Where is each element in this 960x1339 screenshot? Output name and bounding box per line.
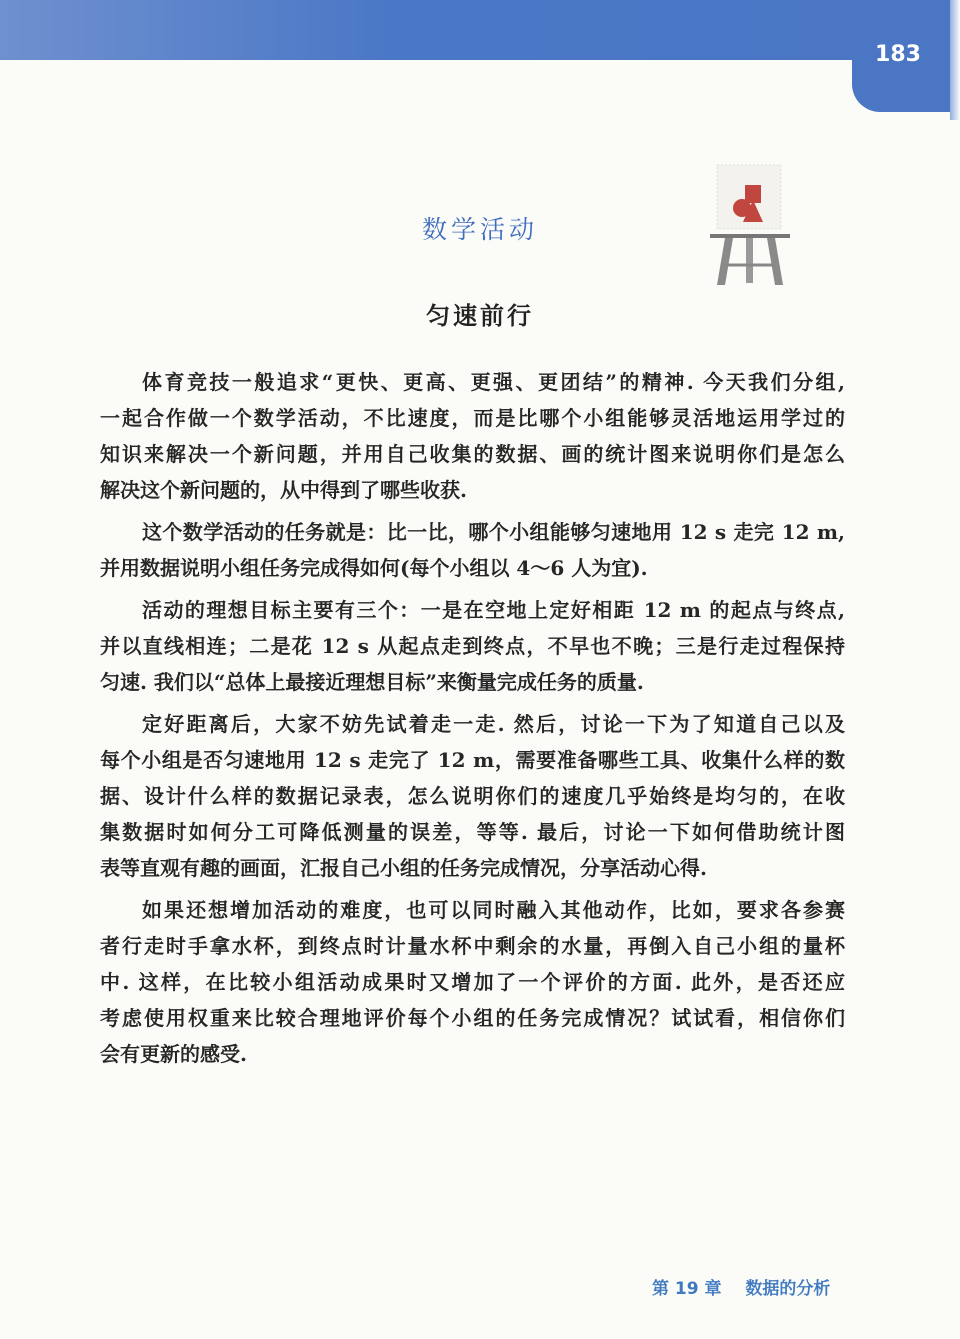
footer-chapter — [652, 1274, 848, 1299]
text-line: 解决这个新问题的，从中得到了哪些收获. — [100, 478, 467, 502]
header-band — [0, 0, 950, 60]
text-line: 据、设计什么样的数据记录表，怎么说明你们的速度几乎始终是均匀的，在收 — [100, 784, 845, 808]
text-line: 表等直观有趣的画面，汇报自己小组的任务完成情况，分享活动心得. — [100, 856, 707, 880]
text-line: 知识来解决一个新问题，并用自己收集的数据、画的统计图来说明你们是怎么 — [100, 442, 845, 466]
easel-icon — [705, 160, 795, 294]
text-line: 者行走时手拿水杯，到终点时计量水杯中剩余的水量，再倒入自己小组的量杯 — [100, 934, 845, 958]
chapter-number: 第 19 章 — [652, 1279, 722, 1299]
text-line: 活动的理想目标主要有三个：一是在空地上定好相距 12 m 的起点与终点, — [142, 598, 845, 622]
text-line: 一起合作做一个数学活动，不比速度，而是比哪个小组能够灵活地运用学过的 — [100, 406, 845, 430]
text-line: 集数据时如何分工可降低测量的误差，等等. 最后，讨论一下如何借助统计图 — [100, 820, 845, 844]
page-number: 183 — [875, 42, 921, 67]
text-line: 并用数据说明小组任务完成得如何(每个小组以 4～6 人为宜). — [100, 556, 648, 580]
text-line: 匀速. 我们以“总体上最接近理想目标”来衡量完成任务的质量. — [100, 670, 644, 694]
section-title: 数学活动 — [421, 215, 538, 244]
body-text — [100, 364, 845, 1078]
paragraph-2 — [100, 514, 845, 586]
paragraph-1 — [100, 364, 845, 508]
page-edge — [950, 0, 960, 120]
text-line: 每个小组是否匀速地用 12 s 走完了 12 m，需要准备哪些工具、收集什么样的数 — [100, 748, 845, 772]
text-line: 体育竞技一般追求“更快、更高、更强、更团结”的精神. 今天我们分组, — [142, 370, 845, 394]
paragraph-5 — [100, 892, 845, 1072]
text-line: 定好距离后，大家不妨先试着走一走. 然后，讨论一下为了知道自己以及 — [142, 712, 845, 736]
text-line: 如果还想增加活动的难度，也可以同时融入其他动作，比如，要求各参赛 — [142, 898, 845, 922]
activity-title: 匀速前行 — [426, 302, 534, 330]
text-line: 会有更新的感受. — [100, 1042, 247, 1066]
paragraph-4 — [100, 706, 845, 886]
text-line: 这个数学活动的任务就是：比一比，哪个小组能够匀速地用 12 s 走完 12 m, — [142, 520, 845, 544]
text-line: 中. 这样，在比较小组活动成果时又增加了一个评价的方面. 此外，是否还应 — [100, 970, 845, 994]
text-line: 考虑使用权重来比较合理地评价每个小组的任务完成情况？试试看，相信你们 — [100, 1006, 845, 1030]
paragraph-3 — [100, 592, 845, 700]
chapter-title: 数据的分析 — [745, 1279, 831, 1299]
text-line: 并以直线相连；二是花 12 s 从起点走到终点，不早也不晚；三是行走过程保持 — [100, 634, 845, 658]
